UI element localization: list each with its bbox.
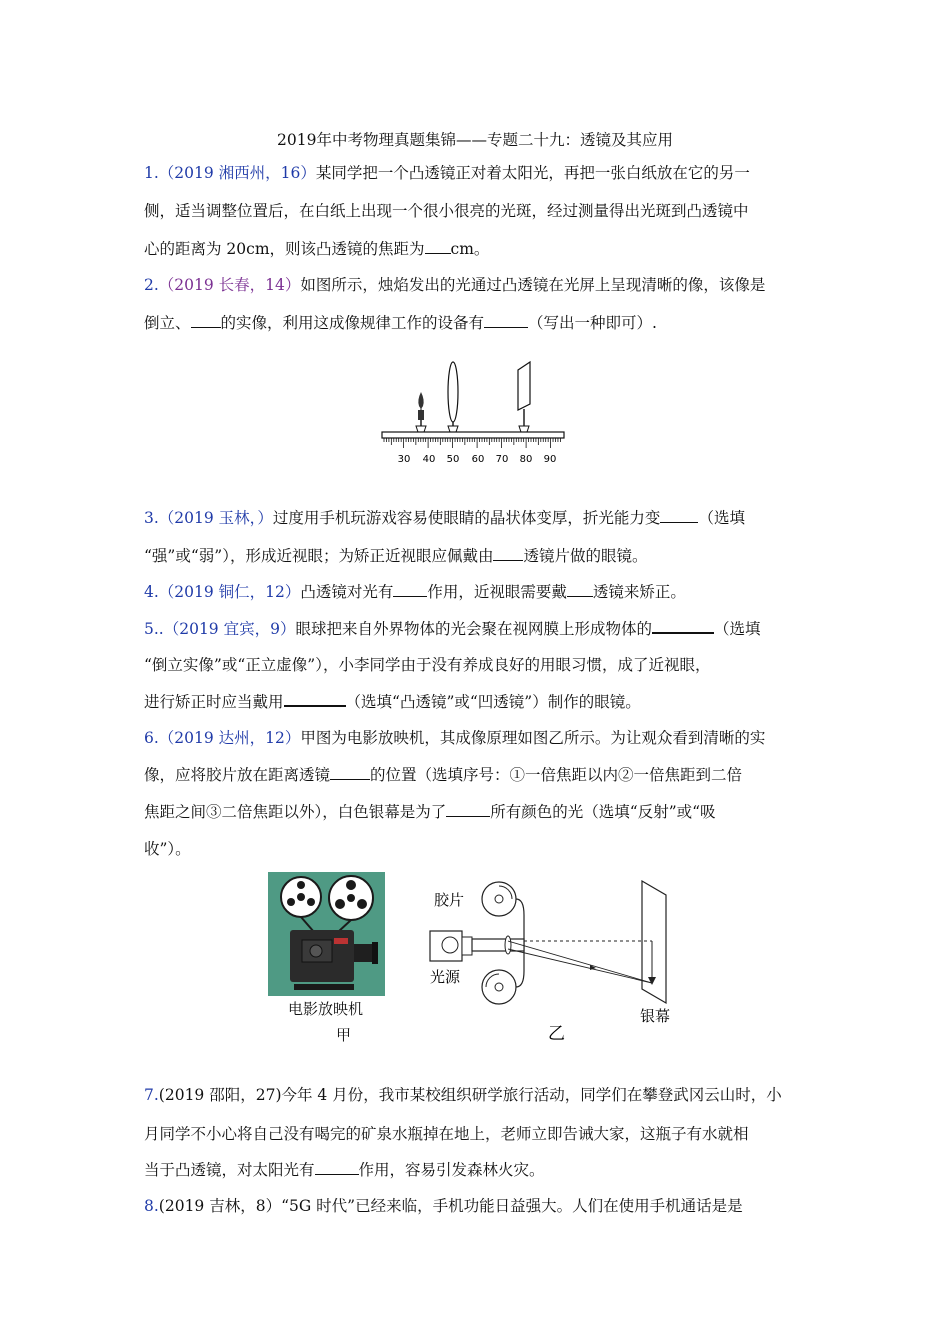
- question-2-line-2: [144, 313, 657, 333]
- ruler-tick-labels: [398, 454, 557, 465]
- question-2-line-1: [144, 275, 765, 295]
- question-3-text-d: 透镜片做的眼镜。: [523, 547, 648, 565]
- question-6-text-b: 的位置（选填序号：①一倍焦距以内②一倍焦距到二倍: [370, 766, 743, 784]
- question-8-line-1: [144, 1196, 743, 1216]
- question-7-line-2: 月同学不小心将自己没有喝完的矿泉水瓶掉在地上，老师立即告诫大家，这瓶子有水就相: [144, 1125, 749, 1143]
- question-1-line-1: [144, 163, 750, 183]
- answer-blank[interactable]: [567, 582, 593, 597]
- question-8-text: (2019 吉林，8）“5G 时代”已经来临，手机功能日益强大。人们在使用手机通话是是: [158, 1197, 743, 1215]
- question-5-line-2: “倒立实像”或“正立虚像”），小李同学由于没有养成良好的用眼习惯，成了近视眼，: [144, 656, 711, 674]
- question-5-line-1: [144, 618, 760, 639]
- bench-rail: [382, 432, 564, 438]
- question-1-source: 1.（2019 湘西州，16）: [144, 164, 316, 182]
- screen-label: 银幕: [640, 1007, 671, 1025]
- question-6-line-1: [144, 728, 765, 748]
- question-7-text-b: 作用，容易引发森林火灾。: [358, 1161, 545, 1179]
- candle: [416, 392, 426, 432]
- question-4-text-c: 透镜来矫正。: [592, 583, 686, 601]
- convex-lens: [448, 362, 458, 432]
- question-5-text-b: （选填: [713, 620, 761, 638]
- answer-blank[interactable]: [446, 802, 490, 817]
- question-3-text-a: 过度用手机玩游戏容易使眼睛的晶状体变厚，折光能力变: [272, 509, 661, 527]
- question-8-number: 8.: [144, 1197, 159, 1215]
- answer-blank[interactable]: [425, 239, 451, 254]
- projection-diagram: [420, 875, 690, 1050]
- question-5-text-c: 进行矫正时应当戴用: [144, 693, 284, 711]
- ruler-tick-label: 90: [543, 454, 557, 465]
- question-7-number: 7.: [144, 1086, 159, 1104]
- question-5-source: 5..（2019 宜宾，9）: [144, 620, 296, 638]
- ruler-tick-label: 80: [519, 454, 533, 465]
- question-2-text-b: 的实像，利用这成像规律工作的设备有: [220, 314, 485, 332]
- answer-blank[interactable]: [652, 618, 714, 634]
- light-source: [430, 931, 472, 961]
- ruler-tick-label: 70: [495, 454, 509, 465]
- answer-blank[interactable]: [393, 582, 427, 597]
- question-4-line: [144, 582, 686, 602]
- question-6-text-d: 所有颜色的光（选填“反射”或“吸: [490, 803, 716, 821]
- question-3-source: 3.（2019 玉林，）: [144, 509, 273, 527]
- film-reel-top: [482, 882, 516, 916]
- question-1-text-a: 心的距离为 20cm，则该凸透镜的焦距为: [144, 240, 425, 258]
- film-label: 胶片: [434, 891, 465, 909]
- answer-blank[interactable]: [330, 765, 370, 780]
- question-6-text-c: 焦距之间③二倍焦距以外），白色银幕是为了: [144, 803, 447, 821]
- question-1-line-3: [144, 239, 489, 259]
- light-source-label: 光源: [430, 968, 461, 986]
- question-4-text-a: 凸透镜对光有: [300, 583, 394, 601]
- question-6-source: 6.（2019 达州，12）: [144, 729, 301, 747]
- question-6-line-3: [144, 802, 716, 822]
- light-screen: [518, 362, 530, 432]
- question-2-source: （2019 长春，14）: [158, 276, 301, 294]
- question-7-text: (2019 邵阳，27)今年 4 月份，我市某校组织研学旅行活动，同学们在攀登武冈云山时，小: [158, 1086, 782, 1104]
- question-2-number: 2.: [144, 276, 159, 294]
- question-3-text-b: （选填: [698, 509, 745, 527]
- question-4-text-b: 作用，近视眼需要戴: [427, 583, 567, 601]
- ruler-tick-label: 30: [397, 454, 411, 465]
- film-reel-bottom: [482, 970, 516, 1004]
- question-2-text: 如图所示，烛焰发出的光通过凸透镜在光屏上呈现清晰的像，该像是: [300, 276, 766, 294]
- figure-label-jia: 甲: [336, 1026, 352, 1044]
- question-5-text-d: （选填“凸透镜”或“凹透镜”）制作的眼镜。: [345, 693, 641, 711]
- question-1-line-2: 侧，适当调整位置后，在白纸上出现一个很小很亮的光斑，经过测量得出光斑到凸透镜中: [144, 202, 749, 220]
- projector-caption: 电影放映机: [288, 1000, 364, 1018]
- answer-blank[interactable]: [493, 546, 523, 561]
- silver-screen: [642, 881, 666, 1003]
- question-3-line-1: [144, 508, 745, 528]
- projector-photo: [268, 872, 385, 996]
- question-5-text-a: 眼球把来自外界物体的光会聚在视网膜上形成物体的: [295, 620, 652, 638]
- answer-blank[interactable]: [284, 691, 346, 707]
- page-title: 2019年中考物理真题集锦——专题二十九：透镜及其应用: [277, 131, 673, 149]
- question-2-text-a: 倒立、: [144, 314, 191, 332]
- answer-blank[interactable]: [660, 508, 698, 523]
- question-6-line-2: [144, 765, 742, 785]
- question-7-line-1: [144, 1085, 782, 1105]
- question-6-text-a: 像，应将胶片放在距离透镜: [144, 766, 331, 784]
- answer-blank[interactable]: [315, 1160, 359, 1175]
- question-3-text-c: “强”或“弱”），形成近视眼；为矫正近视眼应佩戴由: [144, 547, 494, 565]
- optical-bench-figure: [380, 352, 566, 470]
- figure-label-yi: 乙: [548, 1024, 565, 1044]
- question-1-text-b: cm。: [450, 240, 490, 258]
- answer-blank[interactable]: [484, 313, 528, 328]
- question-4-source: 4.（2019 铜仁，12）: [144, 583, 301, 601]
- question-7-text-a: 当于凸透镜，对太阳光有: [144, 1161, 315, 1179]
- answer-blank[interactable]: [191, 313, 221, 328]
- question-6-text: 甲图为电影放映机，其成像原理如图乙所示。为让观众看到清晰的实: [300, 729, 766, 747]
- question-5-line-3: [144, 691, 641, 712]
- question-1-text: 某同学把一个凸透镜正对着太阳光，再把一张白纸放在它的另一: [315, 164, 750, 182]
- ruler-tick-label: 60: [471, 454, 485, 465]
- ruler-tick-label: 50: [446, 454, 460, 465]
- ruler-tick-label: 40: [422, 454, 436, 465]
- question-6-line-4: 收”）。: [144, 840, 191, 858]
- question-2-text-c: （写出一种即可）.: [528, 314, 657, 332]
- film-projector-icon: [268, 872, 385, 996]
- question-7-line-3: [144, 1160, 545, 1180]
- question-3-line-2: [144, 546, 647, 566]
